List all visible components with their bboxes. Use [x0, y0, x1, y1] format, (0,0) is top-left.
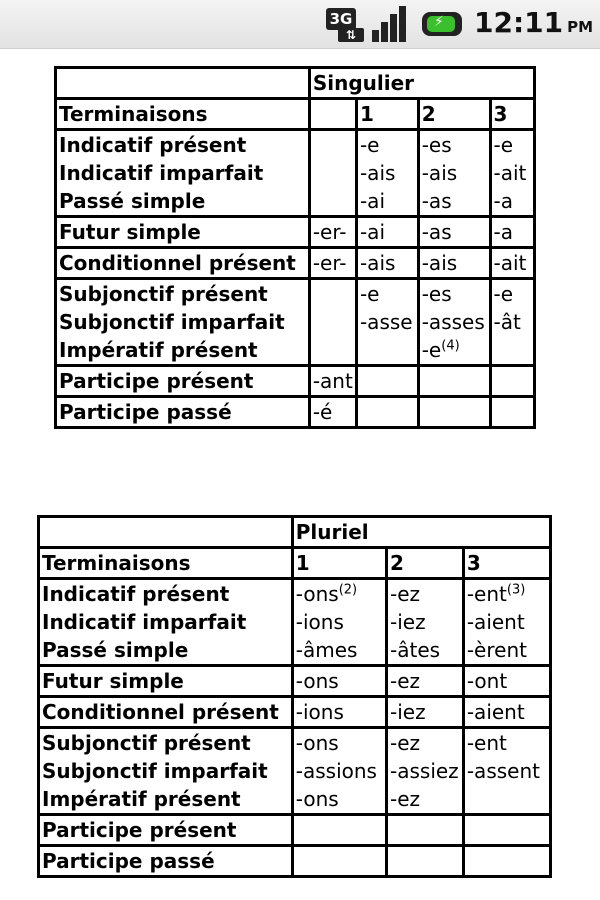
table-row — [56, 99, 535, 130]
empty-cell — [56, 68, 310, 99]
singulier-table — [54, 66, 536, 429]
ending-cell: -es -asses $-e^{(4)}$ — [418, 279, 490, 366]
data-arrows-icon: ⇅ — [338, 28, 364, 42]
table-row — [39, 579, 551, 666]
group-title: Pluriel — [292, 517, 550, 548]
row-label: Participe passé — [56, 397, 310, 428]
clock — [474, 6, 593, 39]
footnote-mark: (2) — [338, 582, 358, 598]
empty-cell — [356, 397, 418, 428]
ending-cell: -ez -assiez -ez — [387, 728, 464, 815]
network-type-label: 3G — [326, 8, 356, 30]
row-label: Subjonctif présent Subjonctif imparfait Impératif présent — [39, 728, 293, 815]
ending-cell: -ons$^{(2)}$ -ions -âmes — [292, 579, 386, 666]
ending-cell: -e -ait -a — [490, 130, 535, 217]
3g-network-icon — [326, 8, 364, 40]
row-label: Participe passé — [39, 846, 293, 877]
empty-cell — [309, 130, 356, 217]
table-row — [39, 846, 551, 877]
empty-cell — [39, 517, 293, 548]
footnote-mark: (4) — [441, 338, 460, 354]
ending-cell: -as — [418, 217, 490, 248]
empty-cell — [463, 815, 550, 846]
table-row — [56, 366, 535, 397]
status-bar — [0, 0, 600, 49]
ending-cell: -e -ât — [490, 279, 535, 366]
table-row — [56, 68, 535, 99]
pluriel-table — [37, 515, 552, 878]
table-row — [39, 666, 551, 697]
ending-cell: -ent$^{(3)}$ -aient -èrent — [463, 579, 550, 666]
table-row — [39, 728, 551, 815]
row-label: Participe présent — [39, 815, 293, 846]
table-row — [56, 279, 535, 366]
table-row — [56, 130, 535, 217]
row-label: Conditionnel présent — [39, 697, 293, 728]
ending-cell: -ez — [387, 666, 464, 697]
column-header: 1 — [292, 548, 386, 579]
group-title: Singulier — [309, 68, 534, 99]
empty-cell — [387, 815, 464, 846]
column-header: 1 — [356, 99, 418, 130]
ending-cell: -iez — [387, 697, 464, 728]
ending-cell: -e -asse — [356, 279, 418, 366]
empty-cell — [490, 397, 535, 428]
table-row — [56, 217, 535, 248]
row-label: Conditionnel présent — [56, 248, 310, 279]
battery-charging-icon: ⚡ — [422, 12, 462, 36]
stem-cell: -er- — [309, 217, 356, 248]
ending-cell: -ais — [418, 248, 490, 279]
empty-cell — [356, 366, 418, 397]
ending-cell: -ez -iez -âtes — [387, 579, 464, 666]
row-label: Participe présent — [56, 366, 310, 397]
table-row — [56, 397, 535, 428]
column-header: 3 — [490, 99, 535, 130]
empty-cell — [418, 366, 490, 397]
empty-cell — [292, 846, 386, 877]
column-header: 3 — [463, 548, 550, 579]
ending-cell: -ont — [463, 666, 550, 697]
header-label: Terminaisons — [56, 99, 310, 130]
row-label: Indicatif présent Indicatif imparfait Passé simple — [39, 579, 293, 666]
stem-cell: -é — [309, 397, 356, 428]
row-label: Subjonctif présent Subjonctif imparfait Impératif présent — [56, 279, 310, 366]
stem-cell: -er- — [309, 248, 356, 279]
row-label: Futur simple — [56, 217, 310, 248]
table-row — [39, 815, 551, 846]
empty-cell — [418, 397, 490, 428]
empty-cell — [490, 366, 535, 397]
row-label: Indicatif présent Indicatif imparfait Passé simple — [56, 130, 310, 217]
signal-strength-icon — [372, 6, 412, 42]
table-row — [39, 517, 551, 548]
column-header: 2 — [418, 99, 490, 130]
table-row — [39, 697, 551, 728]
table-row — [39, 548, 551, 579]
empty-cell — [292, 815, 386, 846]
ending-cell: -ais — [356, 248, 418, 279]
ending-cell: -ent -assent — [463, 728, 550, 815]
ending-cell: -ai — [356, 217, 418, 248]
column-header: 2 — [387, 548, 464, 579]
ending-cell: -aient — [463, 697, 550, 728]
clock-ampm: PM — [567, 18, 594, 36]
footnote-mark: (3) — [506, 582, 526, 598]
ending-cell: -ait — [490, 248, 535, 279]
ending-cell: -ions — [292, 697, 386, 728]
empty-cell — [309, 279, 356, 366]
row-label: Futur simple — [39, 666, 293, 697]
header-label: Terminaisons — [39, 548, 293, 579]
empty-cell — [309, 99, 356, 130]
empty-cell — [387, 846, 464, 877]
ending-cell: -es -ais -as — [418, 130, 490, 217]
table-row — [56, 248, 535, 279]
ending-cell: -e -ais -ai — [356, 130, 418, 217]
clock-time: 12:11 — [474, 6, 564, 39]
ending-cell: -ons -assions -ons — [292, 728, 386, 815]
stem-cell: -ant — [309, 366, 356, 397]
ending-cell: -ons — [292, 666, 386, 697]
empty-cell — [463, 846, 550, 877]
ending-cell: -a — [490, 217, 535, 248]
